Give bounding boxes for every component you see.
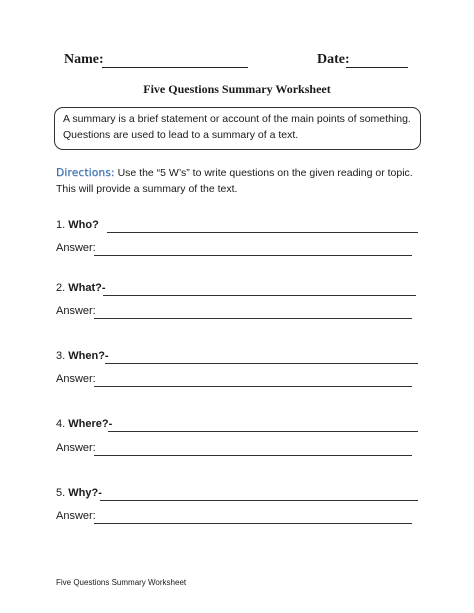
question-3-row (56, 350, 418, 366)
question-2-line[interactable] (103, 295, 416, 296)
intro-line-2: Questions are used to lead to a summary of a text. (63, 129, 299, 141)
header-row (0, 50, 474, 70)
question-2-number: 2. (56, 282, 66, 294)
question-3-label (56, 350, 109, 362)
answer-3-line[interactable] (94, 386, 412, 387)
question-2-word: What?- (68, 282, 106, 294)
question-4-line[interactable] (108, 431, 418, 432)
date-field[interactable] (346, 67, 408, 68)
footer-text: Five Questions Summary Worksheet (56, 578, 187, 587)
question-5-label (56, 487, 102, 499)
question-4-number: 4. (56, 418, 66, 430)
question-2-row (56, 282, 418, 298)
question-1-row (56, 219, 418, 235)
question-1-label (56, 219, 99, 231)
intro-box (54, 107, 421, 150)
question-5-line[interactable] (100, 500, 418, 501)
intro-line-1: A summary is a brief statement or account of the main points of something. (63, 113, 411, 125)
question-4-row (56, 418, 418, 434)
answer-3-row (56, 373, 418, 389)
question-1-number: 1. (56, 219, 66, 231)
question-3-word: When?- (68, 350, 109, 362)
question-2-label (56, 282, 106, 294)
answer-2-label: Answer: (56, 305, 96, 317)
answer-5-line[interactable] (94, 523, 412, 524)
question-5-word: Why?- (68, 487, 102, 499)
date-label: Date: (317, 52, 350, 67)
answer-4-row (56, 442, 418, 458)
answer-1-row (56, 242, 418, 258)
question-4-word: Where?- (68, 418, 113, 430)
directions-label: Directions: (56, 167, 115, 179)
answer-5-row (56, 510, 418, 526)
question-1-line[interactable] (107, 232, 418, 233)
answer-1-line[interactable] (94, 255, 412, 256)
question-5-number: 5. (56, 487, 66, 499)
answer-4-line[interactable] (94, 455, 412, 456)
question-4-label (56, 418, 112, 430)
question-3-line[interactable] (105, 363, 418, 364)
answer-5-label: Answer: (56, 510, 96, 522)
directions-line-2: This will provide a summary of the text. (56, 183, 238, 195)
answer-2-line[interactable] (94, 318, 412, 319)
directions (56, 165, 436, 197)
name-label: Name: (64, 52, 104, 67)
name-field[interactable] (102, 67, 248, 68)
answer-2-row (56, 305, 418, 321)
worksheet-title: Five Questions Summary Worksheet (143, 82, 331, 96)
answer-3-label: Answer: (56, 373, 96, 385)
question-5-row (56, 487, 418, 503)
question-1-word: Who? (68, 219, 99, 231)
answer-4-label: Answer: (56, 442, 96, 454)
question-3-number: 3. (56, 350, 66, 362)
answer-1-label: Answer: (56, 242, 96, 254)
directions-line-1: Use the “5 W’s” to write questions on the given reading or topic. (117, 167, 413, 179)
